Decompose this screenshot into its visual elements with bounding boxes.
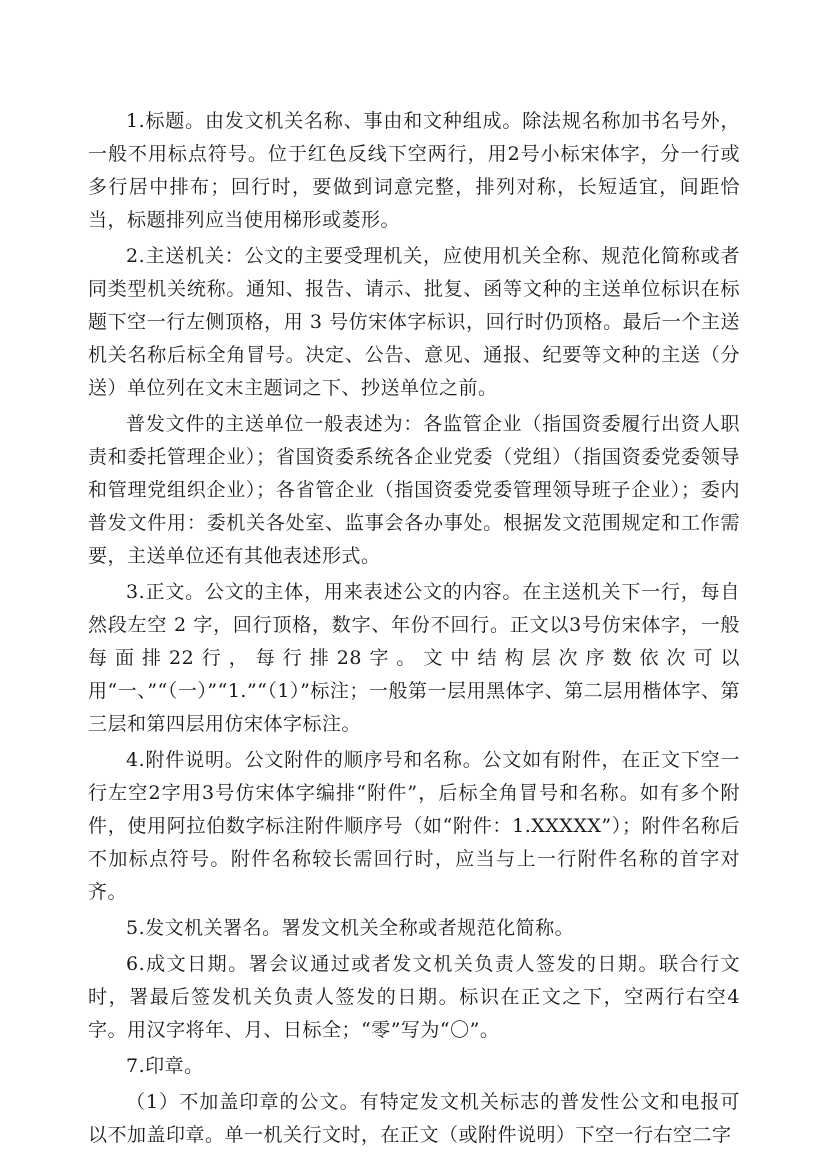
paragraph-attachment-note: 4.附件说明。公文附件的顺序号和名称。公文如有附件，在正文下空一行左空2字用3号仿宋体字编排“附件”，后标全角冒号和名称。如有多个附件，使用阿拉伯数字标注附件顺序号（如“附件：1.XXXXX”）；附件名称后不加标点符号。附件名称较长需回行时，应当与上一行附件名称的首字对齐。 (88, 749, 740, 903)
paragraph-no-seal: （1）不加盖印章的公文。有特定发文机关标志的普发性公文和电报可以不加盖印章。单一机关行文时，在正文（或附件说明）下空一行右空二字 (88, 1091, 740, 1146)
paragraph-issuer-signature: 5.发文机关署名。署发文机关全称或者规范化简称。 (126, 917, 575, 939)
paragraph-seal: 7.印章。 (126, 1055, 204, 1077)
paragraph-title-rule: 1.标题。由发文机关名称、事由和文种组成。除法规名称加书名号外，一般不用标点符号。位于红色反线下空两行，用2号小标宋体字，分一行或多行居中排布；回行时，要做到词意完整，排列对称，长短适宜，间距恰当，标题排列应当使用梯形或菱形。 (88, 110, 740, 231)
document-body (88, 105, 740, 1155)
paragraph-main-recipient: 2.主送机关：公文的主要受理机关，应使用机关全称、规范化简称或者同类型机关统称。通知、报告、请示、批复、函等文种的主送单位标识在标题下空一行左侧顶格，用 3 号仿宋体字标识，回行时仍顶格。最后一个主送机关名称后标全角冒号。决定、公告、意见、通报、纪要等文种的主送（分送）单位列在文末主题词之下、抄送单位之前。 (88, 245, 740, 399)
paragraph-date: 6.成文日期。署会议通过或者发文机关负责人签发的日期。联合行文时，署最后签发机关负责人签发的日期。标识在正文之下，空两行右空4字。用汉字将年、月、日标全；“零”写为“〇”。 (88, 953, 740, 1041)
paragraph-body-text: 3.正文。公文的主体，用来表述公文的内容。在主送机关下一行，每自然段左空 2 字，回行顶格，数字、年份不回行。正文以3号仿宋体字，一般每面排22行，每行排28字。文中结构层次序数依次可以用“一、”“（一）”“1.”“（1）”标注；一般第一层用黑体字、第二层用楷体字、第三层和第四层用仿宋体字标注。 (88, 581, 740, 735)
paragraph-recipient-expression: 普发文件的主送单位一般表述为：各监管企业（指国资委履行出资人职责和委托管理企业）；省国资委系统各企业党委（党组）（指国资委党委领导和管理党组织企业）；各省管企业（指国资委党委管理领导班子企业）；委内普发文件用：委机关各处室、监事会各办事处。根据发文范围规定和工作需要，主送单位还有其他表述形式。 (88, 413, 740, 567)
